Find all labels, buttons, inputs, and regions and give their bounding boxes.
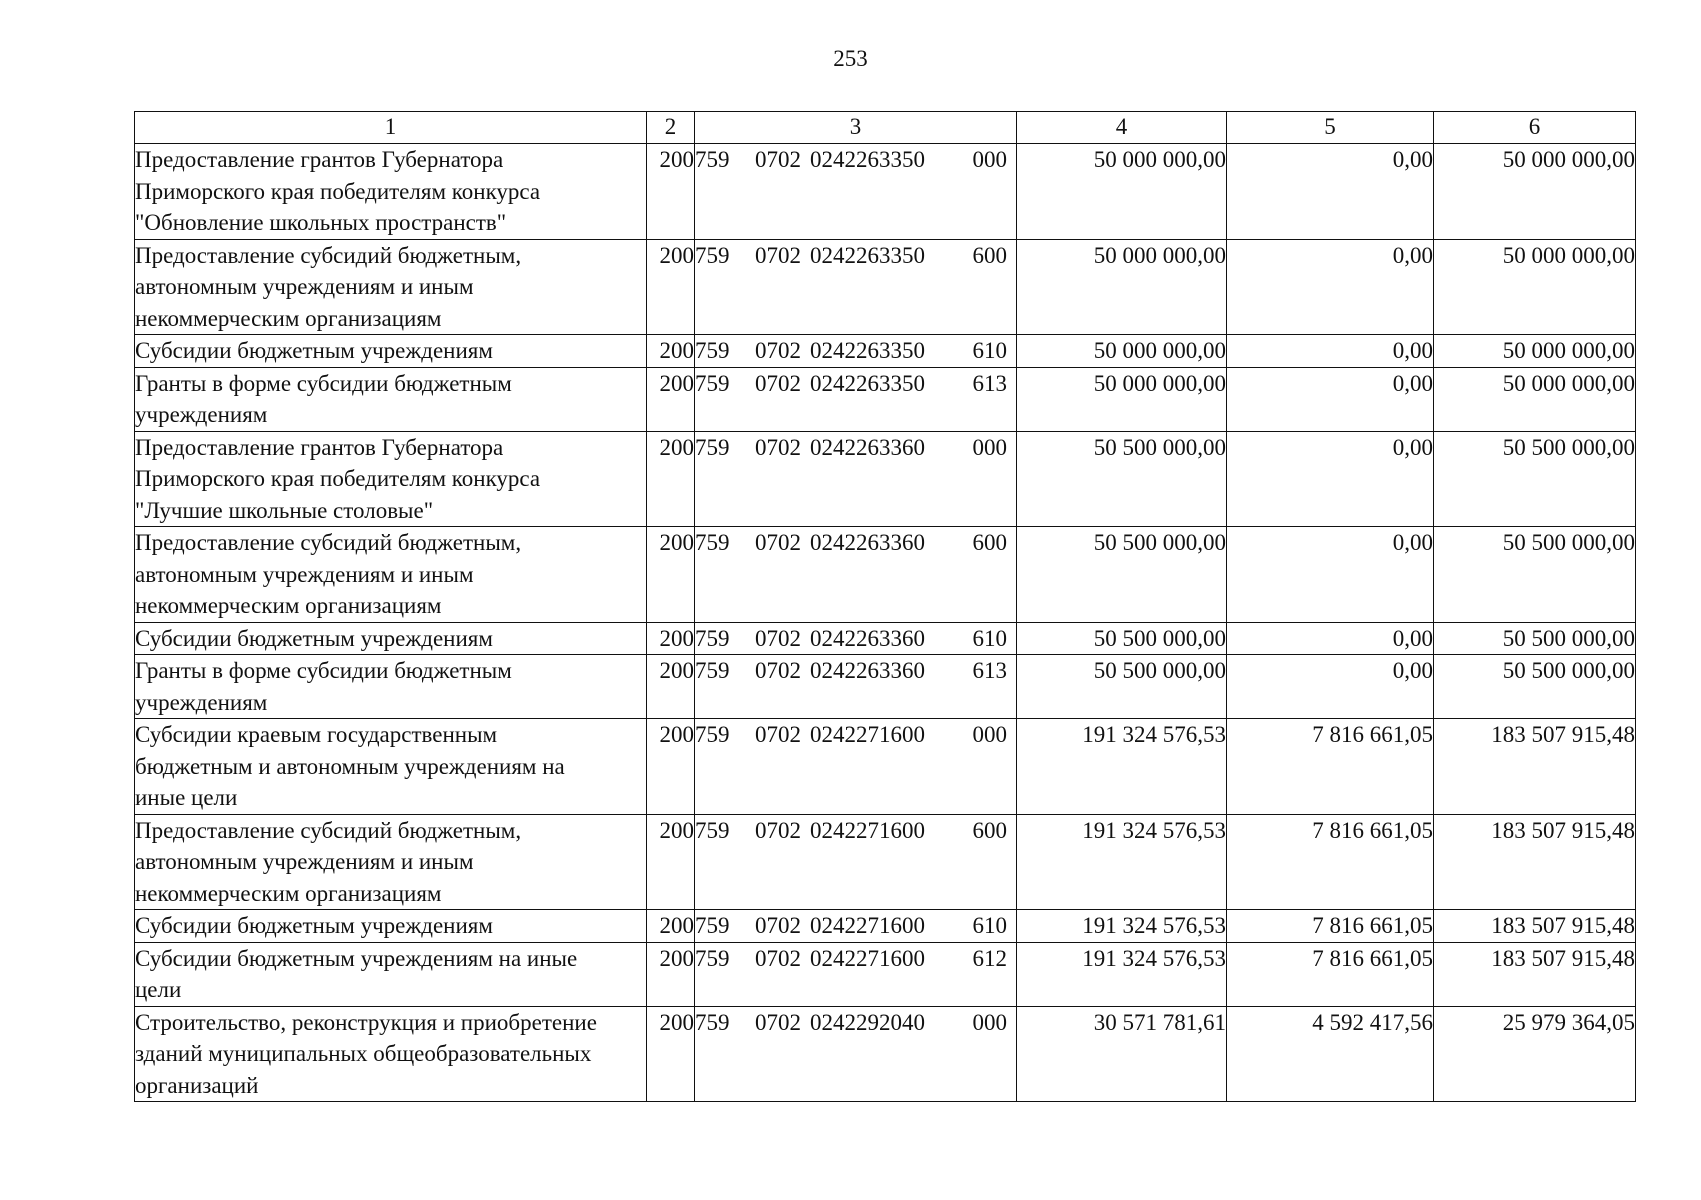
- code-type: 000: [972, 722, 1007, 747]
- code-section: 0702: [755, 242, 801, 268]
- code-admin: 759: [695, 945, 730, 971]
- code-admin: 759: [695, 370, 730, 396]
- code-target: 0242263360: [810, 658, 925, 683]
- row-col-5: 7 816 661,05: [1227, 942, 1434, 1006]
- code-target: 0242263350: [810, 242, 925, 268]
- row-col-5: 7 816 661,05: [1227, 910, 1434, 943]
- row-name-line: "Обновление школьных пространств": [135, 210, 507, 235]
- code-type: 600: [972, 530, 1007, 555]
- row-col-3-codes: [695, 367, 1017, 431]
- code-admin: 759: [695, 658, 730, 683]
- row-col-5: 0,00: [1227, 144, 1434, 240]
- row-col-4: 191 324 576,53: [1017, 814, 1227, 910]
- table-row: [135, 910, 1636, 943]
- row-name-cell: [135, 655, 647, 719]
- table-row: [135, 1006, 1636, 1102]
- row-col-4: 50 500 000,00: [1017, 622, 1227, 655]
- row-col-4: 50 500 000,00: [1017, 431, 1227, 527]
- row-name-line: Предоставление субсидий бюджетным,: [135, 817, 522, 843]
- code-target: 0242271600: [810, 817, 925, 843]
- code-admin: 759: [695, 913, 730, 938]
- code-type: 610: [972, 338, 1007, 363]
- code-target: 0242271600: [810, 913, 925, 938]
- row-name-line: Субсидии бюджетным учреждениям: [135, 625, 493, 651]
- code-type: 610: [972, 625, 1007, 651]
- row-col-4: 191 324 576,53: [1017, 942, 1227, 1006]
- code-target: 0242263360: [810, 530, 925, 555]
- row-col-6: 183 507 915,48: [1434, 910, 1636, 943]
- code-admin: 759: [695, 338, 730, 363]
- row-col-6: 50 000 000,00: [1434, 335, 1636, 368]
- row-name-line: некоммерческим организациям: [135, 880, 442, 906]
- row-name-line: учреждениям: [135, 689, 268, 715]
- code-type: 600: [972, 242, 1007, 268]
- row-name-line: Гранты в форме субсидии бюджетным: [135, 370, 512, 396]
- row-col-5: 4 592 417,56: [1227, 1006, 1434, 1102]
- row-name-line: цели: [135, 977, 182, 1002]
- row-col-3-codes: [695, 239, 1017, 335]
- row-col-4: 50 000 000,00: [1017, 144, 1227, 240]
- row-col-3-codes: [695, 335, 1017, 368]
- row-col-6: 50 000 000,00: [1434, 239, 1636, 335]
- code-section: 0702: [755, 1009, 801, 1035]
- header-col-4: 4: [1017, 112, 1227, 144]
- row-col-2: 200: [647, 239, 695, 335]
- row-name-cell: [135, 814, 647, 910]
- code-admin: 759: [695, 530, 730, 555]
- code-section: 0702: [755, 370, 801, 396]
- header-row: [135, 112, 1636, 144]
- table-row: [135, 367, 1636, 431]
- code-type: 613: [972, 370, 1007, 396]
- table-body: [135, 144, 1636, 1102]
- row-col-4: 50 000 000,00: [1017, 335, 1227, 368]
- row-col-6: 183 507 915,48: [1434, 719, 1636, 815]
- code-admin: 759: [695, 817, 730, 843]
- row-col-4: 50 000 000,00: [1017, 239, 1227, 335]
- code-target: 0242271600: [810, 722, 925, 747]
- code-target: 0242263350: [810, 338, 925, 363]
- row-col-4: 50 000 000,00: [1017, 367, 1227, 431]
- row-name-line: Приморского края победителям конкурса: [135, 178, 541, 204]
- code-section: 0702: [755, 338, 801, 363]
- row-col-6: 25 979 364,05: [1434, 1006, 1636, 1102]
- row-col-5: 0,00: [1227, 367, 1434, 431]
- row-col-5: 0,00: [1227, 527, 1434, 623]
- row-col-3-codes: [695, 527, 1017, 623]
- row-col-3-codes: [695, 1006, 1017, 1102]
- row-name-line: бюджетным и автономным учреждениям на: [135, 753, 565, 779]
- row-col-2: 200: [647, 622, 695, 655]
- row-col-5: 7 816 661,05: [1227, 719, 1434, 815]
- header-col-5: 5: [1227, 112, 1434, 144]
- table-row: [135, 942, 1636, 1006]
- row-col-4: 50 500 000,00: [1017, 527, 1227, 623]
- table-row: [135, 527, 1636, 623]
- row-name-line: Предоставление субсидий бюджетным,: [135, 242, 522, 268]
- code-target: 0242292040: [810, 1009, 925, 1035]
- row-name-cell: [135, 431, 647, 527]
- table-row: [135, 335, 1636, 368]
- row-name-cell: [135, 910, 647, 943]
- code-target: 0242263360: [810, 434, 925, 460]
- row-col-2: 200: [647, 335, 695, 368]
- row-col-5: 0,00: [1227, 431, 1434, 527]
- code-admin: 759: [695, 1009, 730, 1035]
- row-name-cell: [135, 144, 647, 240]
- row-name-line: Приморского края победителям конкурса: [135, 466, 541, 491]
- code-section: 0702: [755, 658, 801, 683]
- row-col-4: 191 324 576,53: [1017, 910, 1227, 943]
- row-name-line: Субсидии бюджетным учреждениям на иные: [135, 945, 578, 971]
- row-col-6: 50 000 000,00: [1434, 144, 1636, 240]
- budget-table: [134, 111, 1636, 1102]
- row-col-3-codes: [695, 942, 1017, 1006]
- row-col-3-codes: [695, 622, 1017, 655]
- code-section: 0702: [755, 625, 801, 651]
- code-admin: 759: [695, 434, 730, 460]
- row-name-line: автономным учреждениям и иным: [135, 274, 474, 299]
- table-row: [135, 719, 1636, 815]
- row-name-line: автономным учреждениям и иным: [135, 561, 474, 587]
- code-admin: 759: [695, 722, 730, 747]
- row-col-3-codes: [695, 655, 1017, 719]
- row-col-6: 50 500 000,00: [1434, 431, 1636, 527]
- row-name-cell: [135, 335, 647, 368]
- row-name-cell: [135, 239, 647, 335]
- code-admin: 759: [695, 625, 730, 651]
- row-col-2: 200: [647, 719, 695, 815]
- row-col-6: 50 000 000,00: [1434, 367, 1636, 431]
- code-type: 000: [972, 434, 1007, 460]
- row-name-line: автономным учреждениям и иным: [135, 849, 474, 874]
- row-name-cell: [135, 1006, 647, 1102]
- row-col-2: 200: [647, 655, 695, 719]
- code-section: 0702: [755, 913, 801, 938]
- page-number: 253: [833, 46, 868, 71]
- code-target: 0242263350: [810, 370, 925, 396]
- header-col-6: 6: [1434, 112, 1636, 144]
- row-col-2: 200: [647, 367, 695, 431]
- table-row: [135, 814, 1636, 910]
- row-col-6: 50 500 000,00: [1434, 622, 1636, 655]
- row-name-cell: [135, 942, 647, 1006]
- row-name-line: "Лучшие школьные столовые": [135, 497, 434, 523]
- code-section: 0702: [755, 722, 801, 747]
- row-name-cell: [135, 719, 647, 815]
- row-col-4: 191 324 576,53: [1017, 719, 1227, 815]
- row-col-5: 0,00: [1227, 239, 1434, 335]
- code-type: 612: [972, 945, 1007, 971]
- row-name-line: Предоставление субсидий бюджетным,: [135, 530, 522, 555]
- row-name-line: некоммерческим организациям: [135, 305, 442, 331]
- code-target: 0242271600: [810, 945, 925, 971]
- table-row: [135, 239, 1636, 335]
- row-name-line: зданий муниципальных общеобразовательных: [135, 1041, 592, 1066]
- code-admin: 759: [695, 147, 730, 172]
- code-section: 0702: [755, 945, 801, 971]
- code-type: 610: [972, 913, 1007, 938]
- row-name-cell: [135, 367, 647, 431]
- row-name-line: Предоставление грантов Губернатора: [135, 147, 504, 172]
- row-col-3-codes: [695, 814, 1017, 910]
- row-col-4: 30 571 781,61: [1017, 1006, 1227, 1102]
- row-col-2: 200: [647, 527, 695, 623]
- code-admin: 759: [695, 242, 730, 268]
- code-section: 0702: [755, 530, 801, 555]
- row-col-2: 200: [647, 1006, 695, 1102]
- row-col-2: 200: [647, 942, 695, 1006]
- row-col-3-codes: [695, 144, 1017, 240]
- code-section: 0702: [755, 434, 801, 460]
- row-name-line: иные цели: [135, 785, 238, 810]
- row-name-cell: [135, 527, 647, 623]
- row-name-line: Гранты в форме субсидии бюджетным: [135, 658, 512, 683]
- table-row: [135, 431, 1636, 527]
- row-col-2: 200: [647, 910, 695, 943]
- row-name-line: некоммерческим организациям: [135, 593, 442, 618]
- table-row: [135, 144, 1636, 240]
- header-col-1: 1: [135, 112, 647, 144]
- row-col-2: 200: [647, 814, 695, 910]
- code-section: 0702: [755, 817, 801, 843]
- row-name-line: Предоставление грантов Губернатора: [135, 434, 504, 460]
- row-col-6: 183 507 915,48: [1434, 942, 1636, 1006]
- header-col-2: 2: [647, 112, 695, 144]
- row-name-line: Субсидии бюджетным учреждениям: [135, 338, 493, 363]
- row-col-2: 200: [647, 431, 695, 527]
- code-target: 0242263350: [810, 147, 925, 172]
- code-section: 0702: [755, 147, 801, 172]
- code-type: 600: [972, 817, 1007, 843]
- row-name-cell: [135, 622, 647, 655]
- row-col-5: 7 816 661,05: [1227, 814, 1434, 910]
- code-type: 613: [972, 658, 1007, 683]
- row-col-5: 0,00: [1227, 655, 1434, 719]
- row-col-5: 0,00: [1227, 335, 1434, 368]
- row-name-line: Субсидии краевым государственным: [135, 722, 498, 747]
- row-name-line: учреждениям: [135, 402, 268, 427]
- header-col-3: 3: [695, 112, 1017, 144]
- row-col-3-codes: [695, 719, 1017, 815]
- row-col-6: 50 500 000,00: [1434, 527, 1636, 623]
- code-target: 0242263360: [810, 625, 925, 651]
- table-row: [135, 655, 1636, 719]
- row-col-3-codes: [695, 910, 1017, 943]
- row-col-6: 183 507 915,48: [1434, 814, 1636, 910]
- row-name-line: Субсидии бюджетным учреждениям: [135, 913, 493, 938]
- table-row: [135, 622, 1636, 655]
- row-col-3-codes: [695, 431, 1017, 527]
- code-type: 000: [972, 147, 1007, 172]
- row-name-line: организаций: [135, 1072, 259, 1098]
- code-type: 000: [972, 1009, 1007, 1035]
- row-col-6: 50 500 000,00: [1434, 655, 1636, 719]
- row-col-5: 0,00: [1227, 622, 1434, 655]
- row-name-line: Строительство, реконструкция и приобретение: [135, 1009, 597, 1035]
- row-col-2: 200: [647, 144, 695, 240]
- row-col-4: 50 500 000,00: [1017, 655, 1227, 719]
